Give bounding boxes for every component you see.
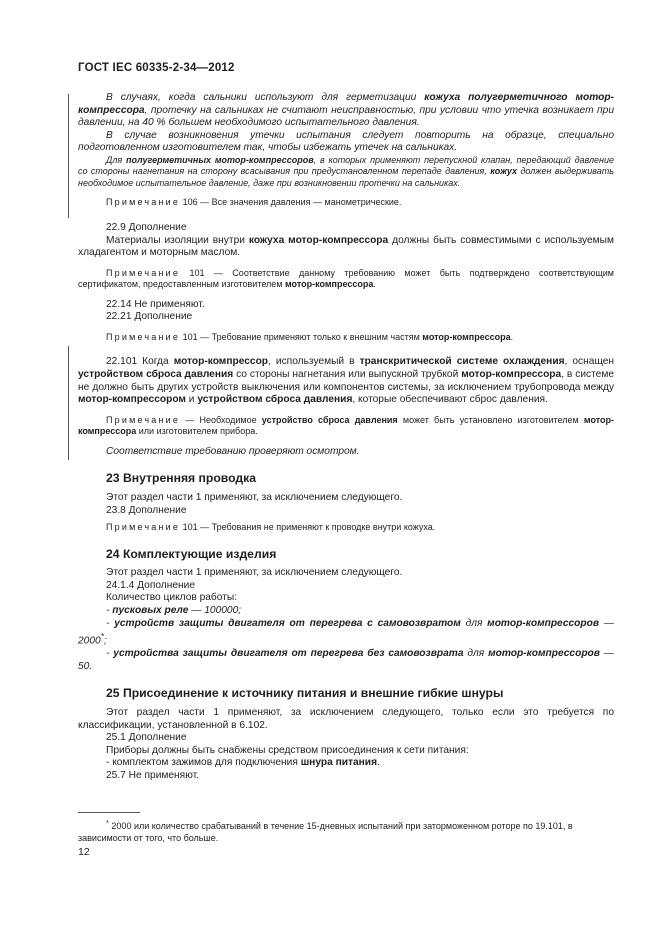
paragraph: В случаях, когда сальники используют для герметизации кожуха полугерметичного мотор-компрессора, протечку на сальниках не считают неисправностью, при условии что утечка возникает при давлении, на 40 % большем необходимого испытательного давления. xyxy=(78,92,614,129)
paragraph: Этот раздел части 1 применяют, за исключением следующего, только если это требуется по классификации, установленной в 6.102. xyxy=(78,707,614,731)
document-body xyxy=(78,92,614,783)
page-number: 12 xyxy=(78,846,90,858)
clause-heading: 24.1.4 Дополнение xyxy=(106,579,196,591)
clause-heading: 22.14 Не применяют. xyxy=(106,298,205,310)
list-item: - устройства защиты двигателя от перегрева без самовозврата для мотор-компрессоров — 50. xyxy=(78,648,614,672)
note: Примечание 101 — Соответствие данному требованию может быть подтверждено соответствующим сертификатом, предоставленным изготовителем мотор-компрессора. xyxy=(78,267,614,290)
section-title: 25 Присоединение к источнику питания и внешние гибкие шнуры xyxy=(106,686,504,701)
paragraph: Этот раздел части 1 применяют, за исключением следующего. xyxy=(106,492,403,503)
footnote-separator xyxy=(78,812,140,813)
paragraph: Количество циклов работы: xyxy=(106,592,238,604)
paragraph: Для полугерметичных мотор-компрессоров, в которых применяют перепускной клапан, передающий давление со стороны нагнетания на сторону всасывания при предустановленном перепаде давления, кожух должен выдерживать необходимое испытательное давление, даже при возникновении протечки на сальниках. xyxy=(78,154,615,188)
paragraph: Этот раздел части 1 применяют, за исключением следующего. xyxy=(106,567,403,579)
section-title: 24 Комплектующие изделия xyxy=(106,546,277,561)
change-bar xyxy=(68,94,69,218)
compliance-statement: Соответствие требованию проверяют осмотром. xyxy=(106,445,360,457)
list-item: - пусковых реле — 100000; xyxy=(106,605,242,617)
change-bar xyxy=(68,346,69,460)
note: Примечание 101 — Требования не применяют к проводке внутри кожуха. xyxy=(106,522,436,533)
paragraph: 22.101 Когда мотор-компрессор, используемый в транскритической системе охлаждения, оснащен устройством сброса давления со стороны нагнетания или выпускной трубкой мотор-компрессора, в системе не должно быть других устройств выключения или компонентов системы, за исключением трубопровода между мотор-компрессором и устройством сброса давления, которые обеспечивают сброс давления. xyxy=(78,356,614,406)
clause-heading: 25.7 Не применяют. xyxy=(106,769,199,781)
clause-heading: 23.8 Дополнение xyxy=(106,504,187,516)
section-title: 23 Внутренняя проводка xyxy=(106,471,257,486)
list-item: - комплектом зажимов для подключения шнура питания. xyxy=(106,757,380,769)
note: Примечание 101 — Требование применяют только к внешним частям мотор-компрессора. xyxy=(106,331,514,342)
list-item: - устройств защиты двигателя от перегрева с самовозвратом для мотор-компрессоров — 2000*; xyxy=(78,617,614,647)
paragraph: Материалы изоляции внутри кожуха мотор-компрессора должны быть совместимыми с используемым хладагентом и моторным маслом. xyxy=(78,234,615,259)
clause-heading: 22.21 Дополнение xyxy=(106,311,193,323)
document-header: ГОСТ IEC 60335-2-34—2012 xyxy=(78,62,235,74)
note: Примечание 106 — Все значения давления — манометрические. xyxy=(106,197,402,208)
footnote: * 2000 или количество срабатываний в течение 15-дневных испытаний при заторможенном роторе по 19.101, в зависимости от того, что больше. xyxy=(78,818,573,843)
note: Примечание — Необходимое устройство сброса давления может быть установлено изготовителем мотор-компрессора или изготовителем прибора. xyxy=(78,414,614,437)
paragraph: В случае возникновения утечки испытания следует повторить на образце, специально подготовленном изготовителем так, чтобы избежать утечек на сальниках. xyxy=(78,129,614,154)
clause-heading: 22.9 Дополнение xyxy=(106,221,187,233)
paragraph: Приборы должны быть снабжены средством присоединения к сети питания: xyxy=(106,744,469,756)
clause-heading: 25.1 Дополнение xyxy=(106,732,187,744)
